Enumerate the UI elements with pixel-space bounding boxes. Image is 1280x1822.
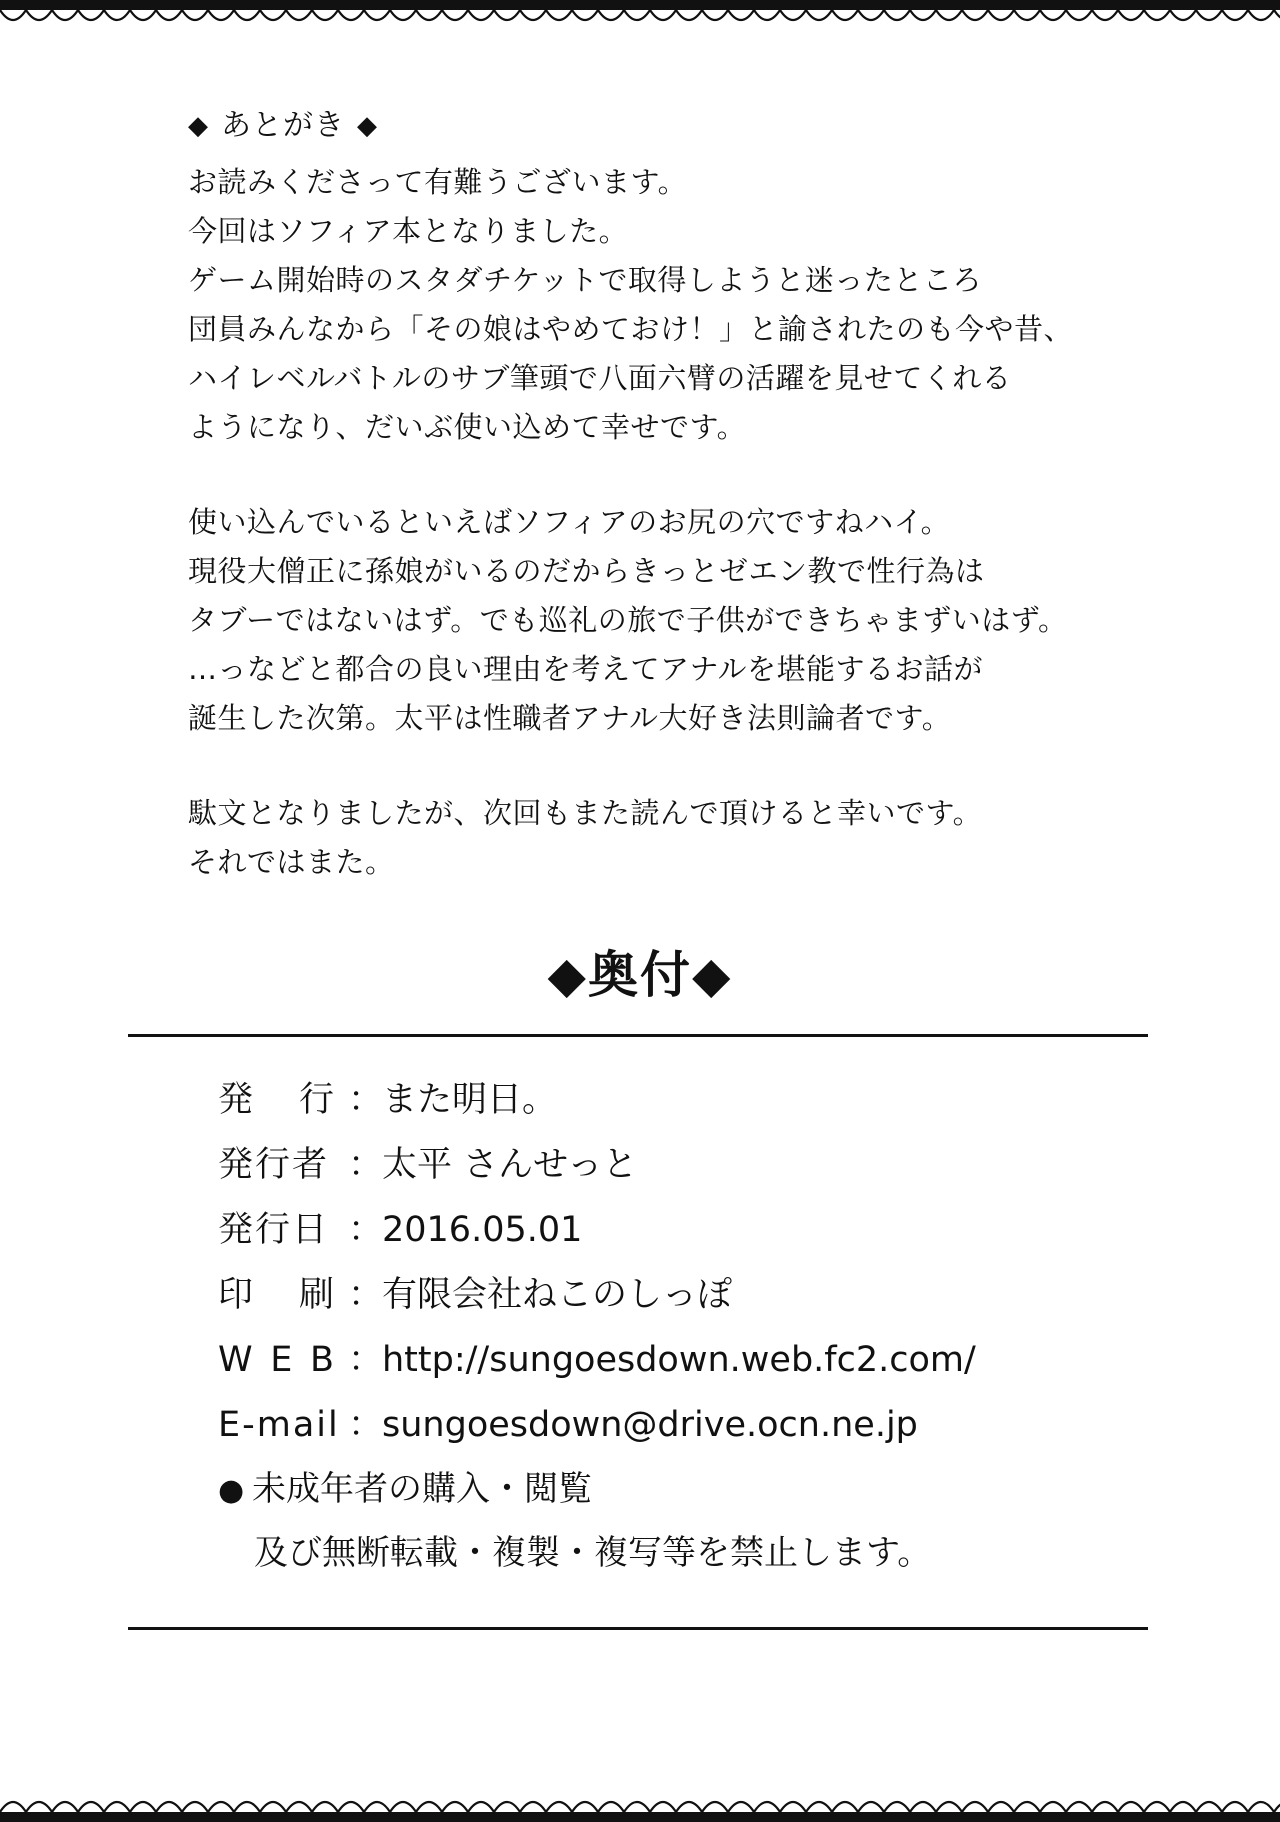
label-char: 印 <box>218 1275 256 1315</box>
afterword-paragraph <box>188 158 1188 452</box>
notice-line-1 <box>218 1458 1178 1522</box>
label-char: W <box>218 1340 255 1380</box>
colophon-label <box>218 1133 348 1198</box>
afterword-line: ようになり、だいぶ使い込めて幸せです。 <box>188 410 747 444</box>
colophon-label <box>218 1198 348 1263</box>
afterword-paragraph <box>188 498 1188 743</box>
afterword-paragraph <box>188 789 1188 887</box>
afterword-line: 使い込んでいるといえばソフィアのお尻の穴ですねハイ。 <box>188 505 951 539</box>
colophon-row <box>218 1328 1178 1393</box>
afterword-line: ゲーム開始時のスタダチケットで取得しようと迷ったところ <box>188 263 982 297</box>
afterword-line: 誕生した次第。太平は性職者アナル大好き法則論者です。 <box>188 701 952 735</box>
afterword-line: それではまた。 <box>188 845 395 879</box>
diamond-icon: ◆ <box>188 111 209 141</box>
colophon-value: http://sungoesdown.web.fc2.com/ <box>382 1340 976 1380</box>
afterword-line: 今回はソフィア本となりました。 <box>188 214 629 248</box>
colophon-rows <box>218 1068 1178 1458</box>
colophon-separator: ： <box>348 1275 384 1315</box>
label-char: 刷 <box>298 1275 336 1315</box>
colophon-value: sungoesdown@drive.ocn.ne.jp <box>382 1405 918 1445</box>
colophon-label <box>218 1068 336 1133</box>
colophon-title: ◆奥付◆ <box>547 946 733 1004</box>
scalloped-bottom-border <box>0 1786 1280 1822</box>
colophon-value: 有限会社ねこのしっぽ <box>382 1275 733 1315</box>
colophon-label <box>218 1328 336 1393</box>
colophon-label <box>218 1393 348 1458</box>
colophon-section <box>218 1068 1178 1584</box>
afterword-line: 駄文となりましたが、次回もまた読んで頂けると幸いです。 <box>188 796 983 830</box>
scalloped-top-border <box>0 0 1280 36</box>
colophon-separator: ： <box>348 1340 384 1380</box>
colophon-row <box>218 1263 1178 1328</box>
label-char: 発行日 <box>218 1210 330 1250</box>
colophon-separator: ： <box>348 1405 384 1445</box>
colophon-row <box>218 1068 1178 1133</box>
afterword-line: …っなどと都合の良い理由を考えてアナルを堪能するお話が <box>188 652 984 686</box>
afterword-section <box>188 104 1188 933</box>
afterword-title: あとがき <box>221 108 345 143</box>
colophon-row <box>218 1198 1178 1263</box>
afterword-line: タブーではないはず。でも巡礼の旅で子供ができちゃまずいはず。 <box>188 603 1068 637</box>
colophon-row <box>218 1133 1178 1198</box>
afterword-line: 現役大僧正に孫娘がいるのだからきっとゼエン教で性行為は <box>188 554 985 588</box>
colophon-separator: ： <box>348 1145 384 1185</box>
divider-rule <box>128 1627 1148 1630</box>
notice-text-1: 未成年者の購入・閲覧 <box>252 1469 592 1509</box>
afterword-body <box>188 158 1188 887</box>
label-char: B <box>309 1340 336 1380</box>
colophon-label <box>218 1263 336 1328</box>
notice-line-2: 及び無断転載・複製・複写等を禁止します。 <box>254 1533 932 1573</box>
prohibition-notice <box>218 1458 1178 1584</box>
afterword-line: お読みくださって有難うございます。 <box>188 165 688 199</box>
colophon-value: 2016.05.01 <box>382 1210 583 1250</box>
bullet-icon: ● <box>218 1473 245 1508</box>
label-char: E-mail <box>218 1405 340 1445</box>
colophon-value: また明日。 <box>382 1080 558 1120</box>
colophon-separator: ： <box>348 1080 384 1120</box>
afterword-line: ハイレベルバトルのサブ筆頭で八面六臂の活躍を見せてくれる <box>188 361 1012 395</box>
diamond-icon: ◆ <box>357 111 378 141</box>
divider-rule <box>128 1034 1148 1037</box>
label-char: 発 <box>218 1080 256 1120</box>
afterword-heading <box>188 104 1188 148</box>
colophon-value: 太平 さんせっと <box>382 1145 638 1185</box>
afterword-line: 団員みんなから「その娘はやめておけ！」と諭されたのも今や昔、 <box>188 312 1074 346</box>
label-char: 行 <box>298 1080 336 1120</box>
colophon-row <box>218 1393 1178 1458</box>
colophon-separator: ： <box>348 1210 384 1250</box>
label-char: 発行者 <box>218 1145 330 1185</box>
label-char: E <box>270 1340 295 1380</box>
